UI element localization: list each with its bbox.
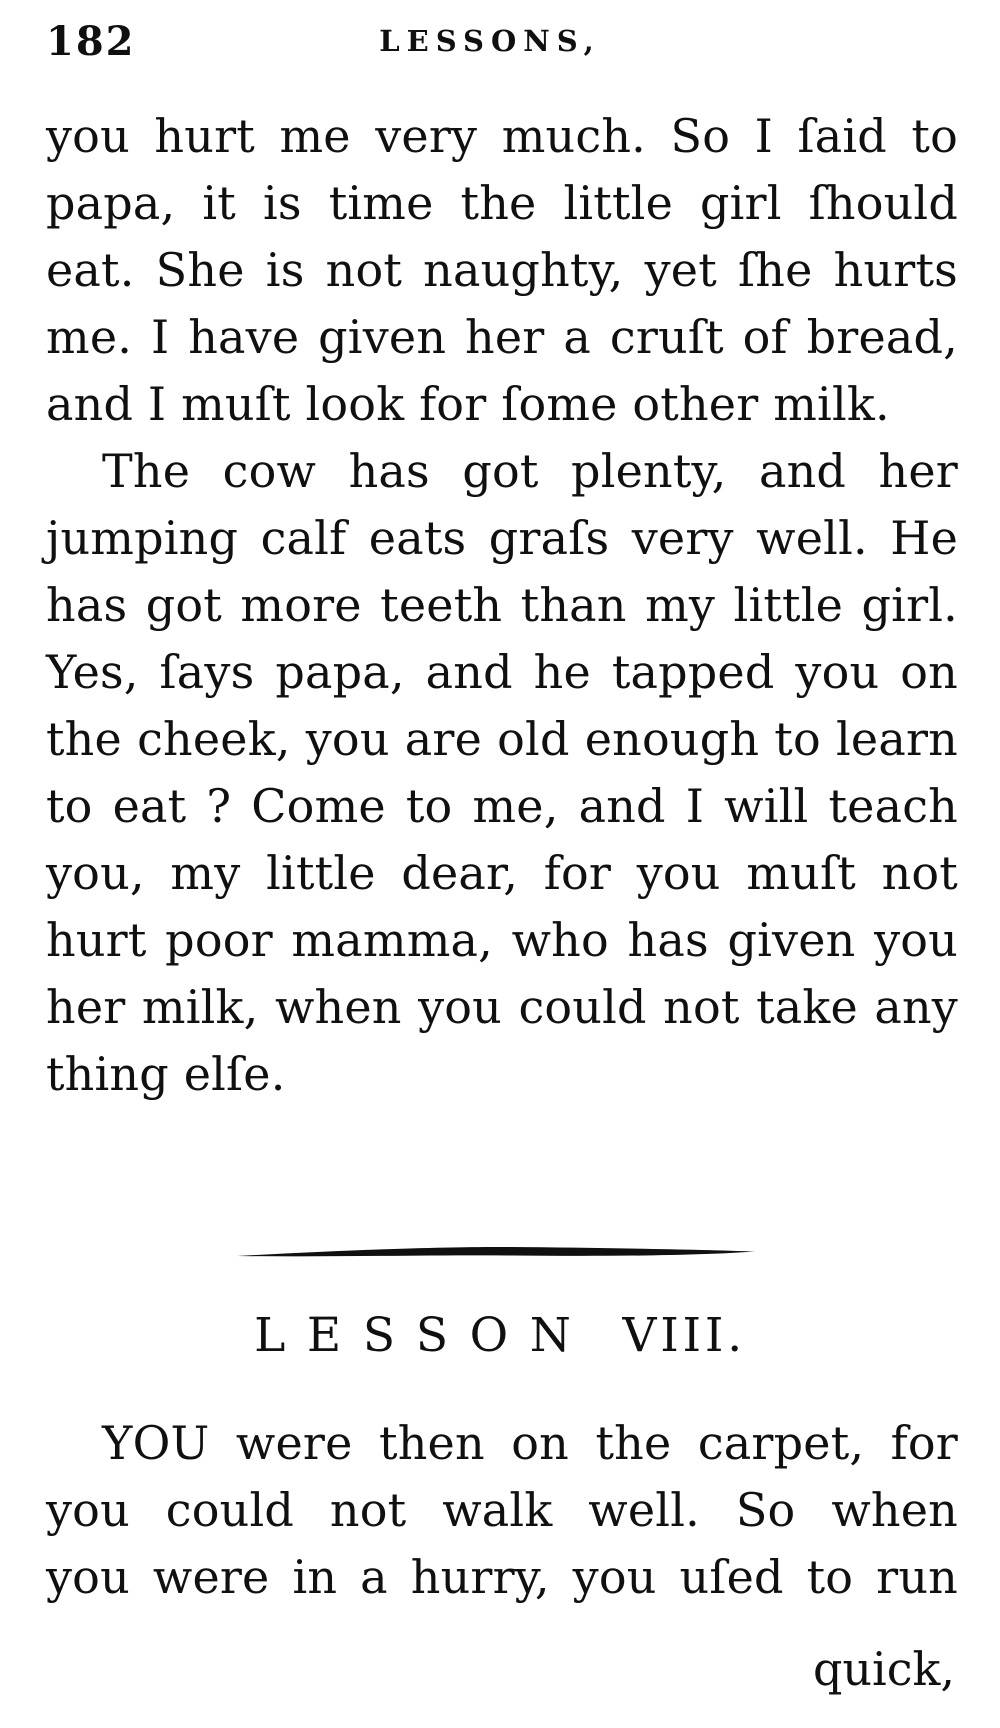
text-line: me. I have given her a cruſt of bread, — [46, 310, 958, 364]
main-text-block — [46, 103, 958, 1108]
text-line: you hurt me very much. So I ſaid to — [46, 109, 958, 163]
swelled-rule-divider — [235, 1244, 757, 1260]
lesson8-text-block — [46, 1410, 958, 1611]
text-line: jumping calf eats graſs very well. He — [46, 511, 958, 565]
text-line: thing elſe. — [46, 1047, 286, 1101]
text-line: her milk, when you could not take any — [46, 980, 958, 1034]
lesson-heading — [0, 1308, 1000, 1363]
text-line: hurt poor mamma, who has given you — [46, 913, 958, 967]
text-line: you could not walk well. So when — [46, 1483, 958, 1537]
text-line: and I muſt look for ſome other milk. — [46, 377, 890, 431]
text-line: you were in a hurry, you uſed to run — [46, 1550, 958, 1604]
page-number: 182 — [46, 18, 136, 65]
catchword: quick, — [812, 1642, 955, 1696]
running-header: LESSONS, — [379, 24, 601, 58]
text-line: The cow has got plenty, and her — [102, 444, 958, 498]
lesson-heading-numeral: VIII. — [622, 1308, 746, 1363]
lesson-heading-word: LESSON — [254, 1308, 593, 1363]
text-line: to eat ? Come to me, and I will teach — [46, 779, 958, 833]
text-line: Yes, ſays papa, and he tapped you on — [46, 645, 958, 699]
text-line: the cheek, you are old enough to learn — [46, 712, 958, 766]
text-line: eat. She is not naughty, yet ſhe hurts — [46, 243, 958, 297]
text-line: YOU were then on the carpet, for — [102, 1416, 958, 1470]
text-line: you, my little dear, for you muſt not — [46, 846, 958, 900]
text-line: papa, it is time the little girl ſhould — [46, 176, 958, 230]
text-line: has got more teeth than my little girl. — [46, 578, 958, 632]
